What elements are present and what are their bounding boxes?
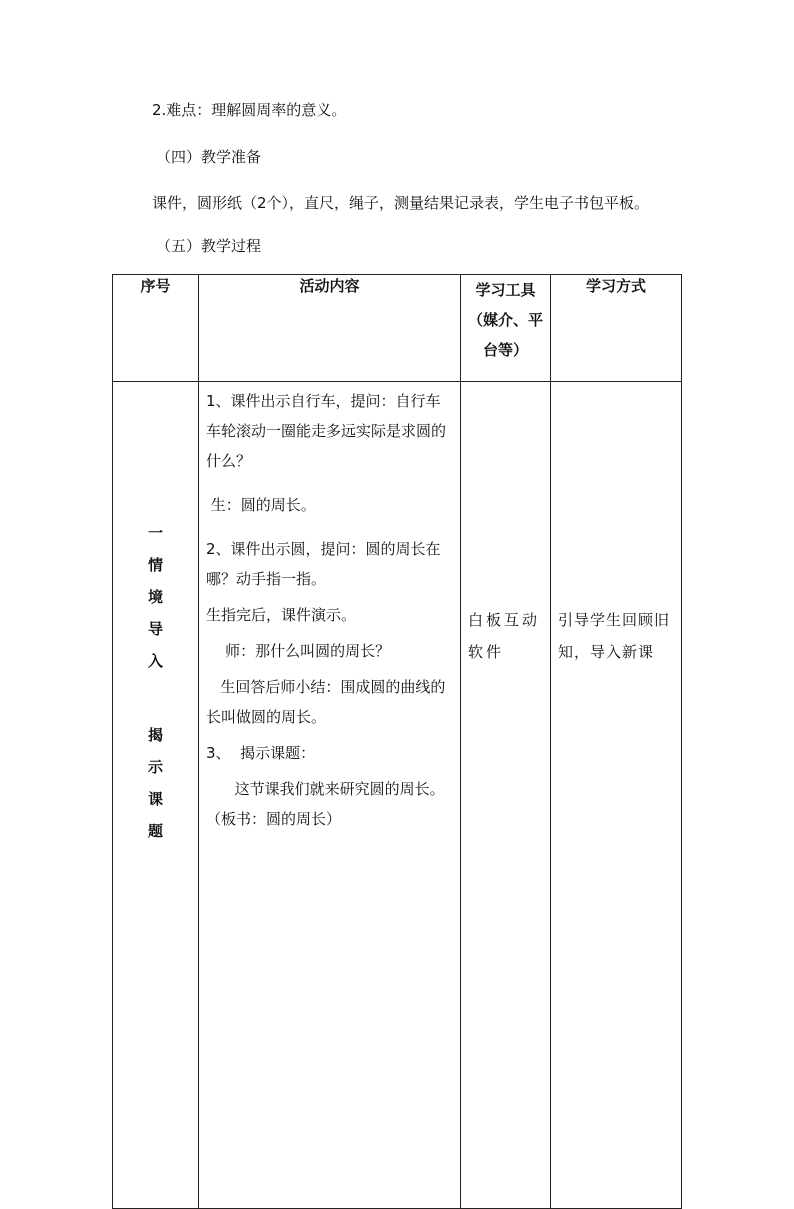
activity-line: 3、 揭示课题： [206, 744, 316, 762]
table-header-row [113, 275, 682, 382]
seq-cell [113, 382, 199, 1209]
seq-char: 一 [147, 524, 163, 542]
header-mode: 学习方式 [551, 275, 682, 382]
difficulty-point: 2.难点：理解圆周率的意义。 [152, 101, 347, 119]
activity-line: 生指完后，课件演示。 [206, 606, 357, 624]
activity-line: 师：那什么叫圆的周长？ [206, 642, 391, 660]
process-heading: （五）教学过程 [156, 237, 262, 255]
header-seq: 序号 [113, 275, 199, 382]
activity-line: 2、课件出示圆，提问：圆的周长在哪？动手指一指。 [206, 540, 441, 588]
tools-cell: 白板互动软件 [461, 382, 551, 1209]
activity-line: 生回答后师小结：围成圆的曲线的长叫做圆的周长。 [206, 678, 446, 726]
teaching-process-table [112, 274, 682, 1209]
header-tools-line1: 学习工具 [475, 281, 536, 299]
seq-char: 题 [147, 822, 163, 840]
prep-heading: （四）教学准备 [156, 148, 262, 166]
seq-char: 示 [147, 758, 163, 776]
mode-cell: 引导学生回顾旧知，导入新课 [551, 382, 682, 1209]
activity-cell [199, 382, 461, 1209]
seq-char: 导 [147, 620, 163, 638]
header-tools-line3: 台等） [482, 341, 528, 359]
seq-char: 课 [147, 790, 163, 808]
seq-char: 境 [147, 588, 163, 606]
activity-line: 生：圆的周长。 [206, 496, 316, 514]
header-tools [461, 275, 551, 382]
header-activity: 活动内容 [199, 275, 461, 382]
prep-items: 课件，圆形纸（2个），直尺，绳子，测量结果记录表，学生电子书包平板。 [152, 194, 650, 212]
header-tools-line2: （媒介、平 [467, 311, 543, 329]
activity-line: 这节课我们就来研究圆的周长。（板书：圆的周长） [206, 780, 445, 828]
seq-char: 入 [147, 652, 163, 670]
seq-char: 揭 [147, 726, 163, 744]
table-row [113, 382, 682, 1209]
seq-char: 情 [147, 556, 163, 574]
activity-line: 1、课件出示自行车，提问：自行车车轮滚动一圈能走多远实际是求圆的什么？ [206, 392, 447, 470]
